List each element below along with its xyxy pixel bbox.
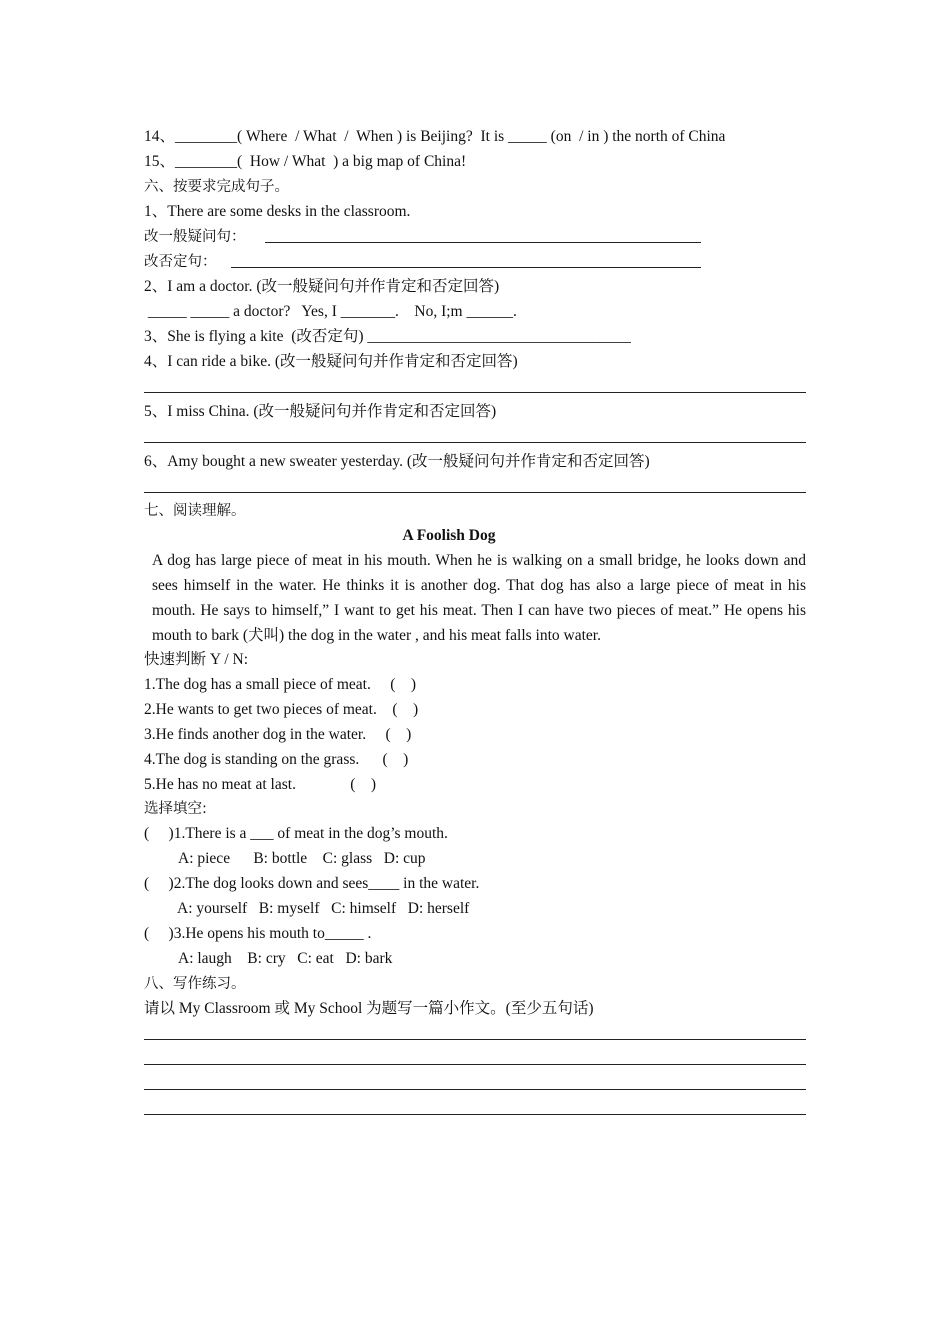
s6-q1-general-label: 改一般疑问句： bbox=[144, 229, 246, 245]
s6-question-1: 1、There are some desks in the classroom. bbox=[144, 203, 411, 220]
section-8-heading: 八、写作练习。 bbox=[144, 976, 246, 992]
s6-q2-answer: _____ _____ a doctor? Yes, I _______. No, I;m ______. bbox=[144, 303, 517, 320]
answer-line bbox=[265, 242, 701, 243]
writing-line bbox=[144, 1089, 806, 1090]
answer-line bbox=[144, 442, 806, 443]
yn-item-4: 4.The dog is standing on the grass. ( ) bbox=[144, 751, 409, 768]
mc-heading: 选择填空: bbox=[144, 801, 207, 817]
passage-title: A Foolish Dog bbox=[402, 527, 496, 544]
mc-options-2: A: yourself B: myself C: himself D: herself bbox=[177, 900, 470, 917]
mc-options-3: A: laugh B: cry C: eat D: bark bbox=[178, 950, 393, 967]
s6-q1-negative-label: 改否定句： bbox=[144, 254, 217, 270]
mc-question-1: ( )1.There is a ___ of meat in the dog’s mouth. bbox=[144, 825, 448, 842]
writing-line bbox=[144, 1114, 806, 1115]
yn-item-2: 2.He wants to get two pieces of meat. ( ) bbox=[144, 701, 419, 718]
section-7-heading: 七、阅读理解。 bbox=[144, 503, 246, 519]
s6-question-2: 2、I am a doctor. (改一般疑问句并作肯定和否定回答) bbox=[144, 278, 500, 295]
s6-question-4: 4、I can ride a bike. (改一般疑问句并作肯定和否定回答) bbox=[144, 353, 518, 370]
yn-item-1: 1.The dog has a small piece of meat. ( ) bbox=[144, 676, 417, 693]
yn-item-5: 5.He has no meat at last. ( ) bbox=[144, 776, 377, 793]
question-15: 15、________( How / What ) a big map of China! bbox=[144, 153, 467, 170]
writing-line bbox=[144, 1064, 806, 1065]
s6-question-5: 5、I miss China. (改一般疑问句并作肯定和否定回答) bbox=[144, 403, 497, 420]
section-6-heading: 六、按要求完成句子。 bbox=[144, 179, 289, 195]
answer-line bbox=[231, 267, 701, 268]
answer-line bbox=[144, 392, 806, 393]
mc-question-2: ( )2.The dog looks down and sees____ in the water. bbox=[144, 875, 480, 892]
writing-prompt: 请以 My Classroom 或 My School 为题写一篇小作文。(至少五句话) bbox=[144, 1000, 594, 1017]
mc-question-3: ( )3.He opens his mouth to_____ . bbox=[144, 925, 372, 942]
yn-item-3: 3.He finds another dog in the water. ( ) bbox=[144, 726, 412, 743]
s6-question-6: 6、Amy bought a new sweater yesterday. (改一般疑问句并作肯定和否定回答) bbox=[144, 453, 650, 470]
reading-passage: A dog has large piece of meat in his mouth. When he is walking on a small bridge, he looks down and sees himself in the water. He thinks it is another dog. That dog has also a large piece of meat in his mouth. He says to himself,” I want to get his meat. Then I can have two pieces of meat.” He opens his mouth to bark (犬叫) the dog in the water , and his meat falls into water. bbox=[152, 552, 806, 644]
writing-line bbox=[144, 1039, 806, 1040]
s6-question-3: 3、She is flying a kite (改否定句) __________________________________ bbox=[144, 328, 631, 345]
question-14: 14、________( Where / What / When ) is Beijing? It is _____ (on / in ) the north of China bbox=[144, 128, 726, 145]
mc-options-1: A: piece B: bottle C: glass D: cup bbox=[178, 850, 426, 867]
yn-heading: 快速判断 Y / N: bbox=[144, 651, 249, 668]
answer-line bbox=[144, 492, 806, 493]
